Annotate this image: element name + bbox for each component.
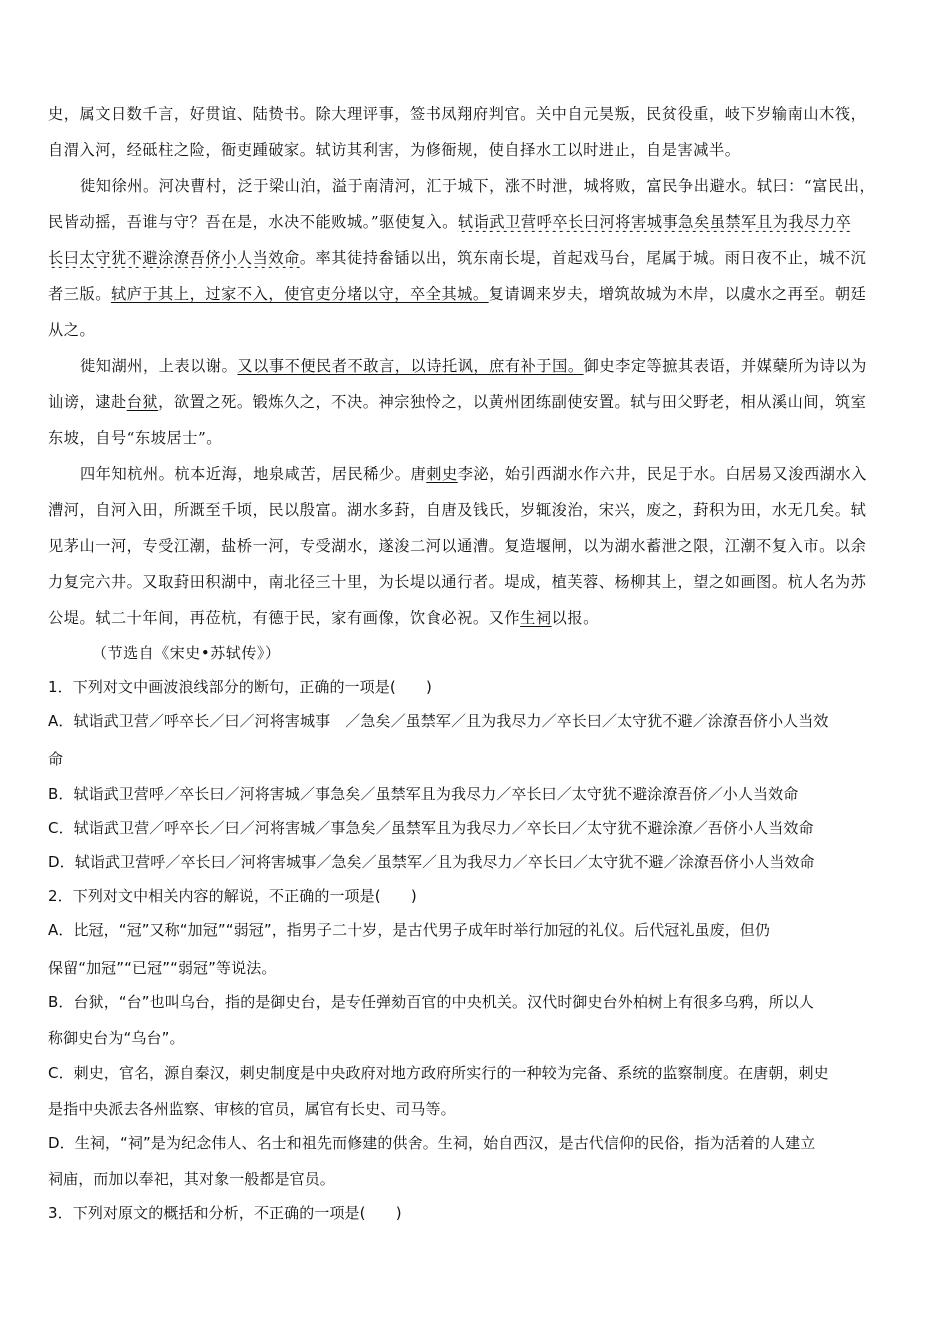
question-2-option-b-cont: 称御史台为“乌台”。	[48, 1029, 185, 1047]
passage-text: ，欲置之死。锻炼久之，不决。神宗独怜之，以黄州团练副使安置。轼与田父野老，相从溪山间，筑室	[158, 393, 867, 411]
passage-line	[48, 572, 908, 592]
passage-line	[48, 392, 908, 412]
question-2-option-c-cont: 是指中央派去各州监察、审核的官员，属官有长史、司马等。	[48, 1100, 456, 1118]
passage-line	[48, 104, 908, 124]
passage-text: 徙知湖州，上表以谢。	[80, 357, 238, 375]
passage-text: 从之。	[48, 321, 96, 339]
question-2-option-d-cont: 祠庙，而加以奉祀，其对象一般都是官员。	[48, 1170, 335, 1188]
question-2-option-c: C．刺史，官名，源自秦汉，刺史制度是中央政府对地方政府所实行的一种较为完备、系统的监察制度。在唐朝，刺史	[48, 1064, 829, 1082]
passage-line	[48, 536, 908, 556]
underlined-term: 刺史	[426, 465, 458, 483]
passage-line	[80, 176, 908, 196]
passage-text: 漕河，自河入田，所溉至千顷，民以殷富。湖水多葑，自唐及钱氏，岁辄浚治，宋兴，废之，葑积为田，水无几矣。轼	[48, 501, 867, 519]
passage-line	[48, 140, 908, 160]
question-2-option-a: A．比冠，“冠”又称“加冠”“弱冠”，指男子二十岁，是古代男子成年时举行加冠的礼仪。后代冠礼虽废，但仍	[48, 921, 770, 939]
passage-text: 见茅山一河，专受江潮，盐桥一河，专受湖水，遂浚二河以通漕。复造堰闸，以为湖水蓄泄之限，江潮不复入市。以余	[48, 537, 867, 555]
underlined-text: 又以事不便民者不敢言，以诗托讽，庶有补于国。	[237, 357, 584, 375]
passage-text: 者三版。	[48, 285, 111, 303]
passage-line	[48, 428, 908, 448]
wavy-underlined-text: 轼诣武卫营呼卒长曰河将害城事急矣虽禁军且为我尽力卒	[457, 213, 852, 231]
question-1-option-d: D．轼诣武卫营呼／卒长曰／河将害城事／急矣／虽禁军／且为我尽力／卒长曰／太守犹不避／涂潦吾侪小人当效命	[48, 853, 815, 871]
question-1-stem: 1．下列对文中画波浪线部分的断句，正确的一项是( )	[48, 678, 432, 696]
question-2-option-a-cont: 保留“加冠”“已冠”“弱冠”等说法。	[48, 959, 277, 977]
passage-text: 。率其徒持畚锸以出，筑东南长堤，首起戏马台，尾属于城。雨日夜不止，城不沉	[299, 249, 867, 267]
passage-line	[48, 284, 908, 304]
passage-line	[48, 320, 908, 340]
passage-text: 东坡，自号“东坡居士”。	[48, 429, 223, 447]
passage-text: 史，属文日数千言，好贯谊、陆贽书。除大理评事，签书凤翔府判官。关中自元昊叛，民贫役重，岐下岁输南山木筏，	[48, 105, 867, 123]
passage-line	[48, 500, 908, 520]
passage-text: 复请调来岁夫，增筑故城为木岸，以虞水之再至。朝廷	[488, 285, 867, 303]
passage-line	[48, 248, 908, 268]
underlined-term: 台狱	[126, 393, 159, 411]
question-3-stem: 3．下列对原文的概括和分析，不正确的一项是( )	[48, 1204, 402, 1222]
question-2-option-b: B．台狱，“台”也叫乌台，指的是御史台，是专任弹劾百官的中央机关。汉代时御史台外柏树上有很多乌鸦，所以人	[48, 993, 815, 1011]
question-2-stem: 2．下列对文中相关内容的解说，不正确的一项是( )	[48, 887, 417, 905]
passage-line	[48, 212, 908, 232]
passage-text: 徙知徐州。河决曹村，泛于梁山泊，溢于南清河，汇于城下，涨不时泄，城将败，富民争出避水。轼曰：“富民出，	[80, 177, 876, 195]
question-2-option-d: D．生祠，“祠”是为纪念伟人、名士和祖先而修建的供舍。生祠，始自西汉，是古代信仰的民俗，指为活着的人建立	[48, 1134, 816, 1152]
passage-text: 讪谤，逮赴	[48, 393, 127, 411]
passage-text: 以报。	[551, 609, 599, 627]
passage-text: 民皆动摇，吾谁与守？吾在是，水决不能败城。”驱使复入。	[48, 213, 458, 231]
underlined-text: 轼庐于其上，过家不入，使官吏分堵以守，卒全其城。	[110, 285, 489, 303]
passage-text: 力复完六井。又取葑田积湖中，南北径三十里，为长堤以通行者。堤成，植芙蓉、杨柳其上，望之如画图。杭人名为苏	[48, 573, 867, 591]
wavy-underlined-text: 长曰太守犹不避涂潦吾侪小人当效命	[48, 249, 300, 267]
passage-text: 御史李定等摭其表语，并媒蘖所为诗以为	[583, 357, 867, 375]
passage-text: 李泌，始引西湖水作六井，民足于水。白居易又浚西湖水入	[457, 465, 867, 483]
question-1-option-a: A．轼诣武卫营／呼卒长／曰／河将害城事 ／急矣／虽禁军／且为我尽力／卒长曰／太守犹不避／涂潦吾侪小人当效	[48, 712, 829, 730]
passage-line	[48, 608, 908, 628]
question-1-option-a-cont: 命	[48, 750, 64, 768]
passage-line	[80, 464, 908, 484]
passage-line	[80, 356, 908, 376]
question-1-option-c: C．轼诣武卫营／呼卒长／曰／河将害城／事急矣／虽禁军且为我尽力／卒长曰／太守犹不避涂潦／吾侪小人当效命	[48, 819, 814, 837]
passage-text: 公堤。轼二十年间，再莅杭，有德于民，家有画像，饮食必祝。又作	[48, 609, 521, 627]
underlined-term: 生祠	[520, 609, 552, 627]
passage-text: 自渭入河，经砥柱之险，衙吏踵破家。轼访其利害，为修衙规，使自择水工以时进止，自是害减半。	[48, 141, 741, 159]
passage-source: （节选自《宋史•苏轼传》）	[92, 644, 281, 662]
passage-text: 四年知杭州。杭本近海，地泉咸苦，居民稀少。唐	[80, 465, 427, 483]
question-1-option-b: B．轼诣武卫营呼／卒长曰／河将害城／事急矣／虽禁军且为我尽力／卒长曰／太守犹不避涂潦吾侪／小人当效命	[48, 785, 799, 803]
